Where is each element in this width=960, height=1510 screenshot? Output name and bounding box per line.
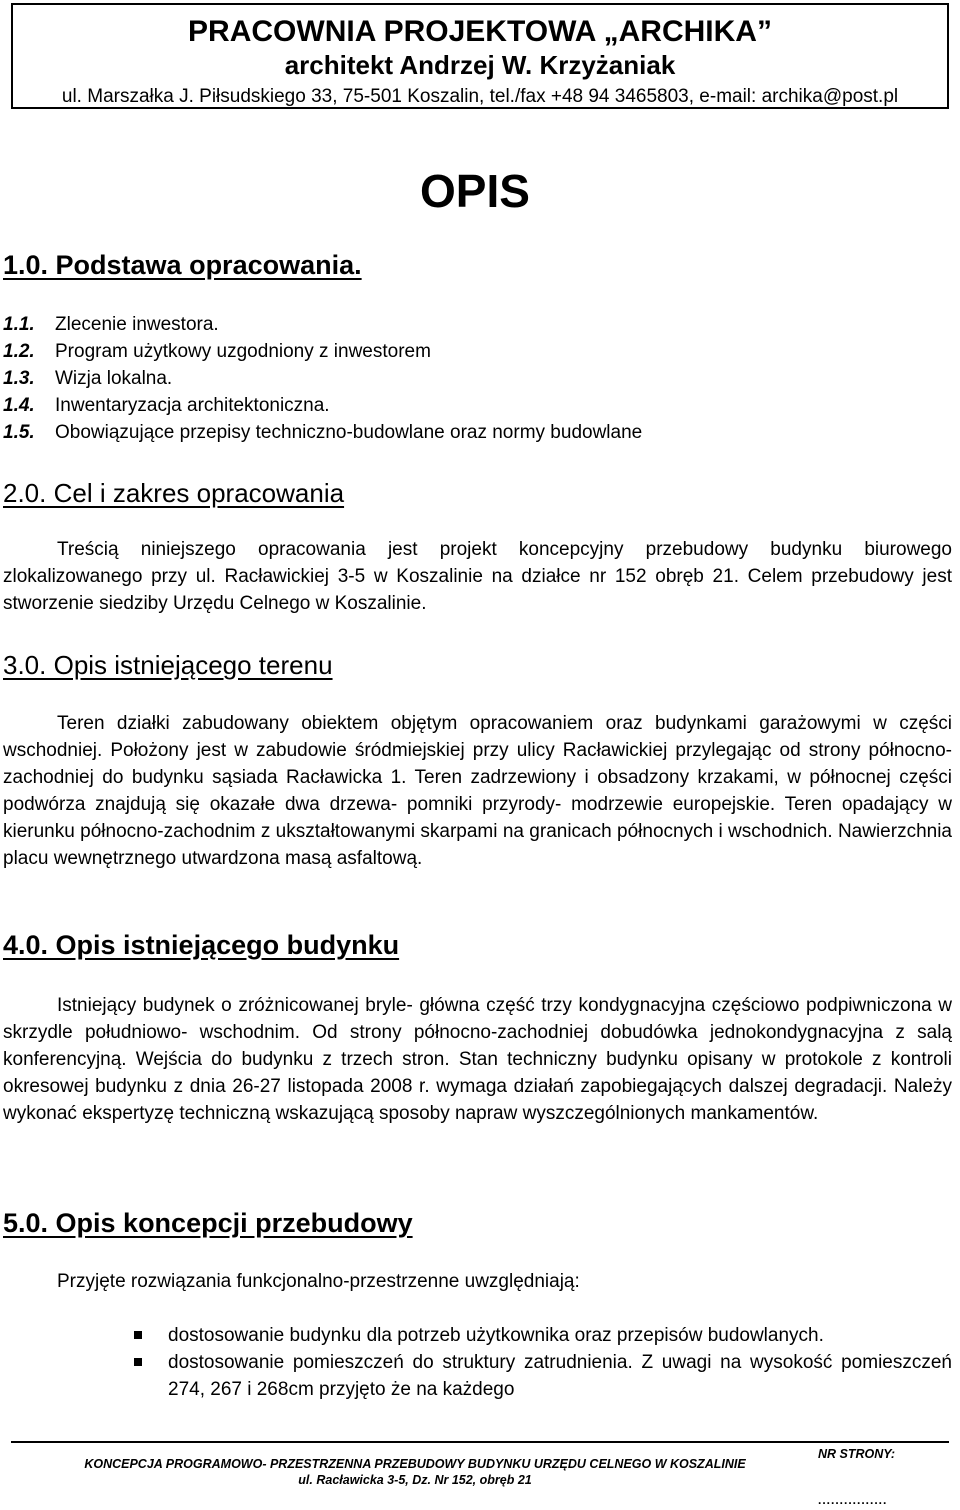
item-number: 1.5. <box>3 422 35 443</box>
list-item <box>3 393 330 419</box>
item-text: Zlecenie inwestora. <box>55 314 219 335</box>
document-title: OPIS <box>420 165 530 217</box>
bullet-list <box>130 1322 952 1403</box>
section-1-heading: 1.0. Podstawa opracowania. <box>3 250 362 280</box>
bullet-text: dostosowanie pomieszczeń do struktury zatrudnienia. Z uwagi na wysokość pomieszczeń 274, 267 i 268cm przyjęto że na każdego <box>168 1352 952 1400</box>
list-item <box>3 312 219 338</box>
section-5-heading: 5.0. Opis koncepcji przebudowy <box>3 1208 413 1238</box>
item-text: Obowiązujące przepisy techniczno-budowlane oraz normy budowlane <box>55 422 643 443</box>
item-text: Inwentaryzacja architektoniczna. <box>55 395 330 416</box>
section-2-text: Treścią niniejszego opracowania jest projekt koncepcyjny przebudowy budynku biurowego zlokalizowanego przy ul. Racławickiej 3-5 w Koszalinie na działce nr 152 obręb 21. Celem przebudowy jest stworzenie siedziby Urzędu Celnego w Koszalinie. <box>3 539 952 614</box>
bullet-text: dostosowanie budynku dla potrzeb użytkownika oraz przepisów budowlanych. <box>168 1325 824 1346</box>
item-number: 1.3. <box>3 368 35 389</box>
architect-name: architekt Andrzej W. Krzyżaniak <box>284 50 676 80</box>
list-item <box>3 420 642 446</box>
list-item <box>3 366 172 392</box>
bullet-square-icon <box>134 1358 142 1366</box>
footer-title-line-2: ul. Racławicka 3-5, Dz. Nr 152, obręb 21 <box>298 1473 532 1487</box>
page-number-label: NR STRONY: <box>818 1447 896 1461</box>
item-text: Program użytkowy uzgodniony z inwestorem <box>55 341 431 362</box>
firm-name: PRACOWNIA PROJEKTOWA „ARCHIKA” <box>188 15 772 48</box>
letterhead <box>11 3 949 109</box>
section-2-heading: 2.0. Cel i zakres opracowania <box>3 478 345 508</box>
section-3-text: Teren działki zabudowany obiektem objętym opracowaniem oraz budynkami garażowymi w części wschodniej. Położony jest w zabudowie śródmiejskiej przy ulicy Racławickiej przylegając od strony północno- zachodniej do budynku sąsiada Racławicka 1. Teren zadrzewiony i obsadzony krzakami, w północnej części podwórza znajdują się okazałe dwa drzewa- pomniki przyrody- modrzewie europejskie. Teren opadający w kierunku północno-zachodnim z ukształtowanymi skarpami na granicach północnych i wschodnich. Nawierzchnia placu wewnętrznego utwardzona masą asfaltową. <box>3 713 952 869</box>
section-5-intro: Przyjęte rozwiązania funkcjonalno-przestrzenne uwzględniają: <box>57 1271 580 1292</box>
section-4-text: Istniejący budynek o zróżnicowanej bryle- główna część trzy kondygnacyjna częściowo podpiwniczona w skrzydle południowo- wschodnim. Od strony północno-zachodniej dobudówka jednokondygnacyjna z salą konferencyjną. Wejścia do budynku z trzech stron. Stan techniczny budynku opisany w protokole z kontroli okresowej budynku z dnia 26-27 listopada 2008 r. wymaga działań zapobiegających dalszej degradacji. Należy wykonać ekspertyzę techniczną wskazującą sposoby napraw wyszczególnionych mankamentów. <box>3 995 952 1124</box>
bullet-square-icon <box>134 1331 142 1339</box>
section-3-heading: 3.0. Opis istniejącego terenu <box>3 650 333 680</box>
footer-title <box>45 1456 785 1488</box>
item-number: 1.1. <box>3 314 35 335</box>
item-number: 1.2. <box>3 341 35 362</box>
footer-title-line-1: KONCEPCJA PROGRAMOWO- PRZESTRZENNA PRZEBUDOWY BUDYNKU URZĘDU CELNEGO W KOSZALINIE <box>84 1457 746 1471</box>
footer-divider <box>11 1441 949 1443</box>
list-item <box>130 1322 952 1349</box>
item-text: Wizja lokalna. <box>55 368 173 389</box>
firm-address: ul. Marszałka J. Piłsudskiego 33, 75-501 Koszalin, tel./fax +48 94 3465803, e-mail: archika@post.pl <box>61 86 899 107</box>
section-4-heading: 4.0. Opis istniejącego budynku <box>3 930 400 960</box>
list-item <box>130 1349 952 1403</box>
page-number-value: ................ <box>818 1493 888 1507</box>
list-item <box>3 339 431 365</box>
item-number: 1.4. <box>3 395 35 416</box>
